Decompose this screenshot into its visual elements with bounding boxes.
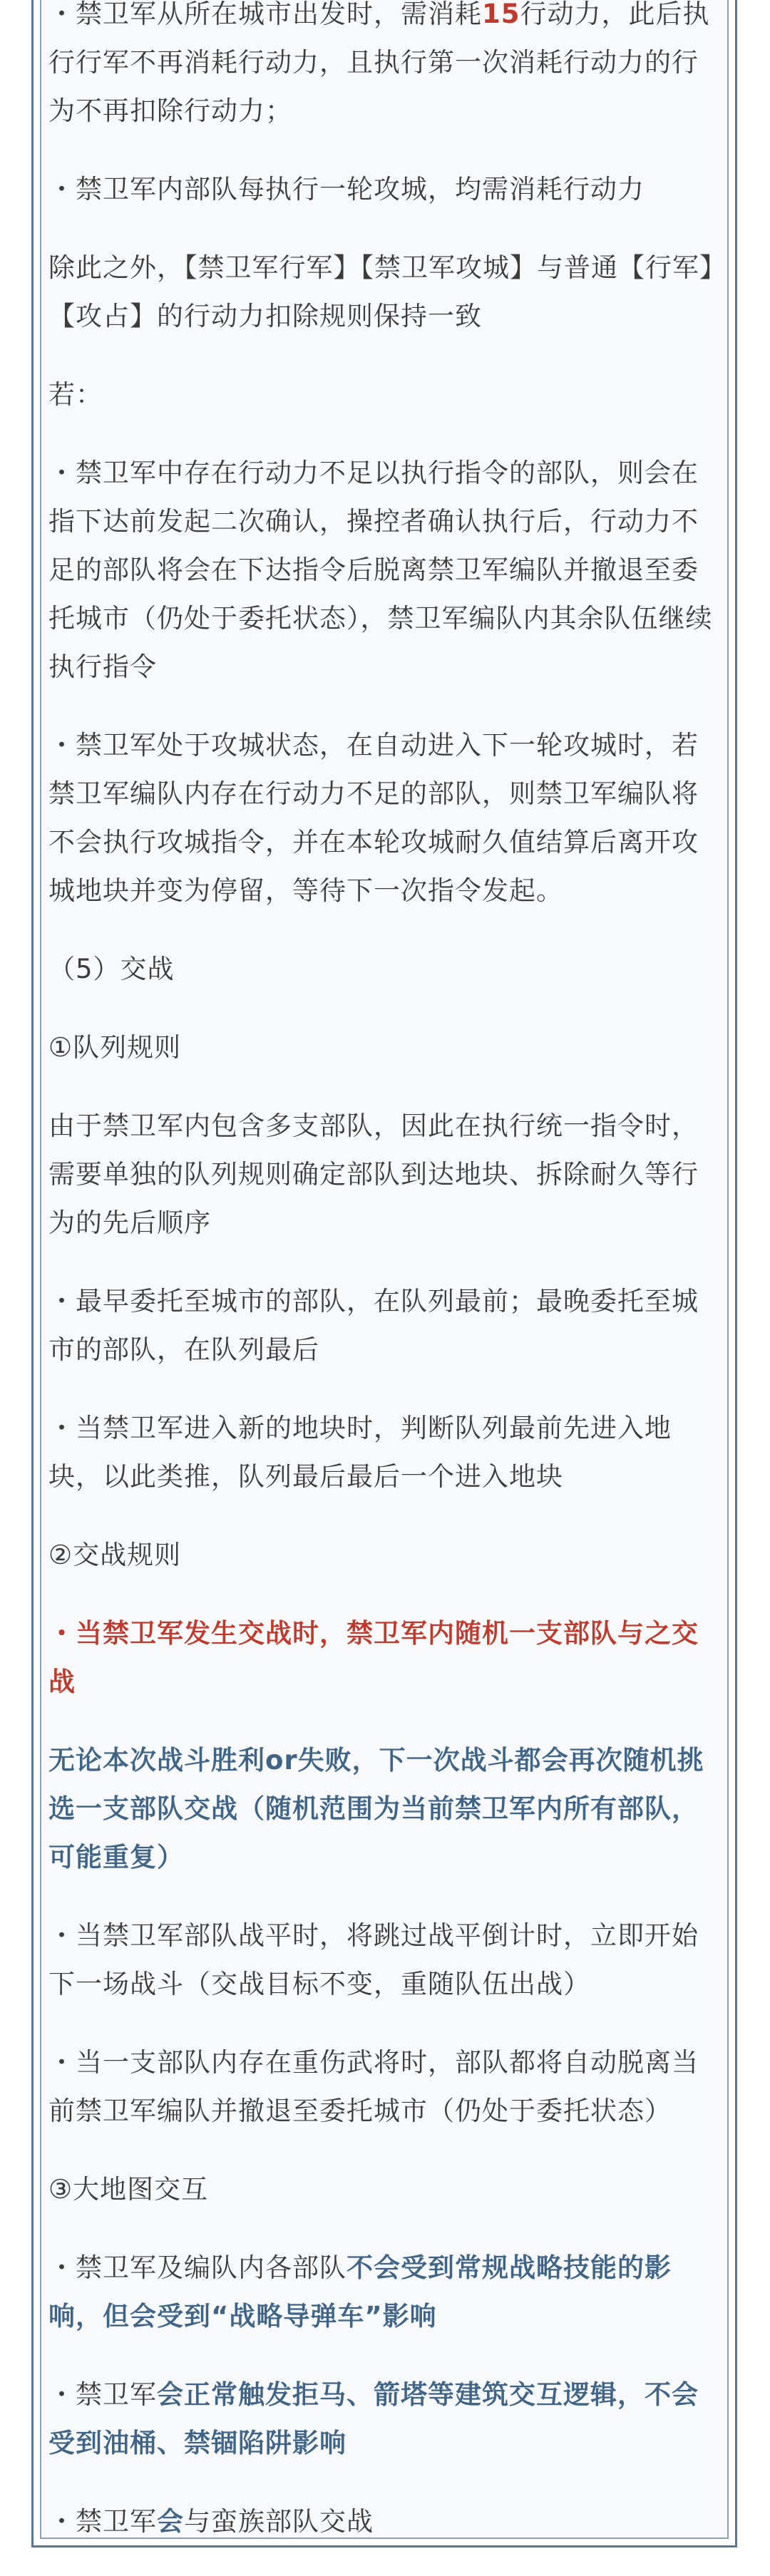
paragraph-siege-cost [48, 165, 722, 214]
text-segment: ・当一支部队内存在重伤武将时，部队都将自动脱离当前禁卫军编队并撤退至委托城市（仍处于委托状态） [48, 2047, 699, 2126]
highlight-text: 会正常触发拒马、箭塔等建筑交互逻辑，不会受到油桶、禁锢陷阱影响 [48, 2379, 699, 2458]
paragraph-departure-cost [48, 0, 722, 135]
paragraph-if [48, 371, 722, 419]
text-segment: ・禁卫军中存在行动力不足以执行指令的部队，则会在指下达前发起二次确认，操控者确认执行后，行动力不足的部队将会在下达指令后脱离禁卫军编队并撤退至委托城市（仍处于委托状态），禁卫军编队内其余队伍继续执行指令 [48, 458, 713, 682]
text-segment: ・禁卫军从所在城市出发时，需消耗 [48, 0, 482, 29]
text-segment: 与蛮族部队交战 [184, 2506, 374, 2537]
text-segment: ・当禁卫军发生交战时，禁卫军内随机一支部队与之交战 [48, 1618, 699, 1697]
text-segment: ・禁卫军 [48, 2506, 157, 2537]
highlight-text: 会 [157, 2506, 184, 2537]
paragraph-queue-enter [48, 1404, 722, 1501]
paragraph-siege-state [48, 721, 722, 915]
paragraph-injured-rule [48, 2039, 722, 2135]
paragraph-building-interaction [48, 2371, 722, 2468]
text-segment: 除此之外，【禁卫军行军】【禁卫军攻城】与普通【行军】【攻占】的行动力扣除规则保持一致 [48, 252, 714, 331]
paragraph-random-reselect [48, 1736, 722, 1882]
text-segment: ・禁卫军处于攻城状态，在自动进入下一轮攻城时，若禁卫军编队内存在行动力不足的部队，则禁卫军编队将不会执行攻城指令，并在本轮攻城耐久值结算后离开攻城地块并变为停留，等待下一次指令发起。 [48, 730, 699, 906]
text-segment: ・当禁卫军部队战平时，将跳过战平倒计时，立即开始下一场战斗（交战目标不变，重随队伍出战） [48, 1920, 699, 1999]
text-segment: ・禁卫军及编队内各部队 [48, 2252, 346, 2283]
text-segment: ・禁卫军 [48, 2379, 157, 2410]
paragraph-draw-rule [48, 1912, 722, 2009]
highlight-number: 15 [482, 0, 520, 29]
paragraph-queue-intro [48, 1102, 722, 1247]
text-segment: ・禁卫军内部队每执行一轮攻城，均需消耗行动力 [48, 174, 645, 205]
text-segment: 行动力，此后执行行军不再消耗行动力，且执行第一次消耗行动力的行为不再扣除行动力； [48, 0, 710, 126]
highlight-text: 不会受到常规战略技能的影响，但会受到“战略导弹车”影响 [48, 2252, 672, 2332]
paragraph-queue-order [48, 1277, 722, 1374]
text-segment: （5）交战 [48, 954, 175, 984]
paragraph-insufficient-action [48, 449, 722, 691]
text-segment: ・最早委托至城市的部队，在队列最前；最晚委托至城市的部队，在队列最后 [48, 1286, 699, 1365]
section-heading-combat [48, 945, 722, 994]
text-segment: ・当禁卫军进入新的地块时，判断队列最前先进入地块，以此类推，队列最后最后一个进入地块 [48, 1413, 672, 1492]
text-segment: ②交战规则 [48, 1540, 182, 1570]
subheading-combat-rules [48, 1531, 722, 1580]
text-segment: 无论本次战斗胜利or失败，下一次战斗都会再次随机挑选一支部队交战（随机范围为当前禁卫军内所有部队，可能重复） [48, 1745, 704, 1872]
text-segment: ①队列规则 [48, 1032, 182, 1063]
paragraph-strategy-skill [48, 2244, 722, 2341]
text-segment: 若： [48, 379, 103, 410]
paragraph-random-engage [48, 1609, 722, 1706]
subheading-queue-rules [48, 1024, 722, 1072]
text-segment: 由于禁卫军内包含多支部队，因此在执行统一指令时，需要单独的队列规则确定部队到达地块、拆除耐久等行为的先后顺序 [48, 1111, 699, 1238]
document-content [48, 0, 722, 2576]
text-segment: ③大地图交互 [48, 2174, 209, 2205]
paragraph-other-rules [48, 244, 722, 341]
paragraph-barbarian [48, 2498, 722, 2546]
subheading-map-interaction [48, 2165, 722, 2214]
